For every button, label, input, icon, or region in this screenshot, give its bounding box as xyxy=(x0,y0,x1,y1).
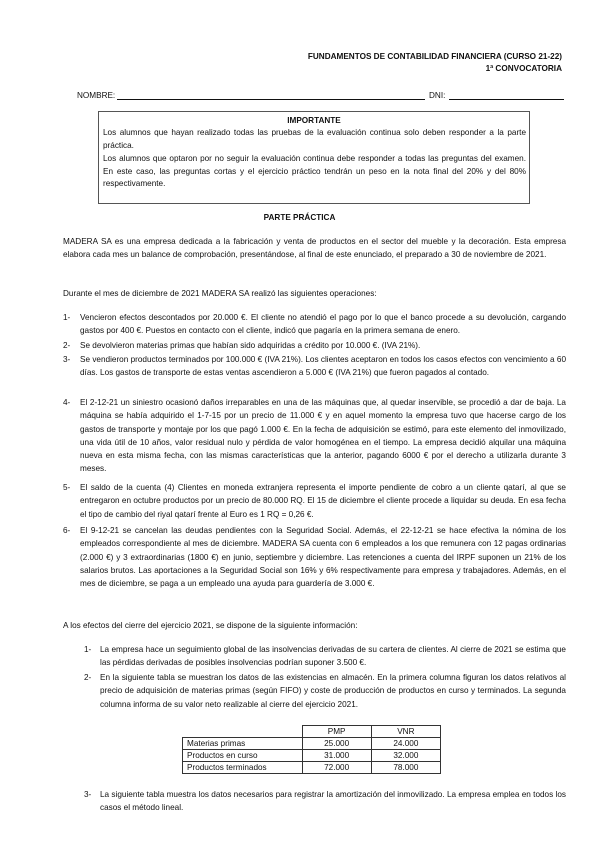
table-cell: 72.000 xyxy=(302,762,371,774)
item-text: En la siguiente tabla se muestran los datos de las existencias en almacén. En la primera columna figuran los datos relativos al precio de adquisición de materias primas (según FIFO) y coste de producción de productos en curso y terminados. La segunda columna informa de su valor neto realizable al cierre del ejercicio 2021. xyxy=(100,673,566,709)
important-notice xyxy=(98,111,530,204)
item-text: Vencieron efectos descontados por 20.000 €. El cliente no atendió el pago por lo que el banco procede a su devolución, cargando gastos por 400 €. Puestos en contacto con el cliente, indicó que pagaría en la primera semana de enero. xyxy=(80,313,566,336)
dni-field[interactable] xyxy=(449,99,564,100)
item-number: 3- xyxy=(63,355,71,364)
table-cell: 25.000 xyxy=(302,738,371,750)
item-text: El saldo de la cuenta (4) Clientes en moneda extranjera representa el importe pendiente de cobro a un cliente qatarí, al que se entregaron en octubre productos por un precio de 80.000 RQ. El 15 de diciembre el cliente procede a liquidar su deuda. En esa fecha el tipo de cambio del riyal qatarí frente al Euro es 1 RQ = 0,26 €. xyxy=(80,483,566,519)
table-header-cell xyxy=(183,726,303,738)
item-text: Se vendieron productos terminados por 100.000 € (IVA 21%). Los clientes aceptaron en todos los casos efectos con vencimiento a 60 días. Los gastos de transporte de estas ventas ascendieron a 5.000 € (IVA 21%) que fueron pagados al contado. xyxy=(80,355,566,378)
list-item xyxy=(63,353,566,380)
list-item xyxy=(84,671,566,711)
table-cell: 31.000 xyxy=(302,750,371,762)
item-number: 6- xyxy=(63,526,71,535)
table-row xyxy=(183,762,441,774)
list-item xyxy=(84,643,566,670)
list-item xyxy=(63,481,566,521)
notice-line: Los alumnos que hayan realizado todas las pruebas de la evaluación continua solo deben responder a la parte práctica. xyxy=(103,128,526,150)
dni-label: DNI: xyxy=(429,91,446,100)
item-number: 4- xyxy=(63,398,71,407)
table-row xyxy=(183,750,441,762)
closing-heading: A los efectos del cierre del ejercicio 2021, se dispone de la siguiente información: xyxy=(63,621,358,630)
operations-heading: Durante el mes de diciembre de 2021 MADERA SA realizó las siguientes operaciones: xyxy=(63,289,377,298)
table-header-cell: PMP xyxy=(302,726,371,738)
item-number: 3- xyxy=(84,790,92,799)
item-text: Se devolvieron materias primas que habían sido adquiridas a crédito por 10.000 €. (IVA 21%). xyxy=(80,341,421,350)
item-text: El 9-12-21 se cancelan las deudas pendientes con la Seguridad Social. Además, el 22-12-21 se hace efectiva la nómina de los empleados correspondiente al mes de diciembre. MADERA SA cuenta con 6 empleados a los que remunera con 12 pagas ordinarias (2.000 €) y 3 extraordinarias (1800 €) en junio, septiembre y diciembre. Las retenciones a cuenta del IRPF suponen un 21% de los salarios brutos. Las aportaciones a la Seguridad Social son 16% y 6% respectivamente para empresa y trabajadores. Además, en el mes de diciembre, se paga a un empleado una ayuda para guardería de 3.000 €. xyxy=(80,526,566,589)
notice-title: IMPORTANTE xyxy=(287,116,341,125)
course-title: FUNDAMENTOS DE CONTABILIDAD FINANCIERA (CURSO 21-22) xyxy=(307,52,562,61)
name-label: NOMBRE: xyxy=(77,91,116,100)
table-header-row xyxy=(183,726,441,738)
item-text: La empresa hace un seguimiento global de las insolvencias derivadas de su cartera de clientes. Al cierre de 2021 se estima que las pérdidas derivadas de posibles insolvencias podrían suponer 3.500 €. xyxy=(100,645,566,668)
table-cell: 24.000 xyxy=(371,738,440,750)
table-cell: Materias primas xyxy=(183,738,303,750)
table-cell: Productos en curso xyxy=(183,750,303,762)
table-cell: 78.000 xyxy=(371,762,440,774)
table-row xyxy=(183,738,441,750)
inventory-table xyxy=(182,725,441,774)
list-item xyxy=(84,788,566,815)
intro-paragraph: MADERA SA es una empresa dedicada a la fabricación y venta de productos en el sector del mueble y la decoración. Esta empresa elabora cada mes un balance de comprobación, presentándose, al final de este enunciado, el preparado a 30 de noviembre de 2021. xyxy=(63,237,566,260)
list-item xyxy=(63,524,566,590)
section-title: PARTE PRÁCTICA xyxy=(263,213,336,222)
item-number: 1- xyxy=(84,645,92,654)
table-header-cell: VNR xyxy=(371,726,440,738)
list-item xyxy=(63,311,566,338)
table-cell: Productos terminados xyxy=(183,762,303,774)
item-text: El 2-12-21 un siniestro ocasionó daños irreparables en una de las máquinas que, al quedar inservible, se procedió a dar de baja. La máquina se había adquirido el 1-7-15 por un precio de 11.000 € y en aquel momento la empresa tuvo que hacerse cargo de los gastos de transporte y montaje por los que pagó 1.000 €. En la fecha de adquisición se estimó, para este elemento del inmovilizado, una vida útil de 10 años, valor residual nulo y pérdida de valor homogénea en el tiempo. La empresa decidió alquilar una máquina nueva en esta misma fecha, con las mismas características que la anterior, pagando 6000 € por el derecho a utilizarla durante 3 meses. xyxy=(80,398,566,474)
name-field[interactable] xyxy=(117,99,425,100)
item-number: 1- xyxy=(63,313,71,322)
item-number: 2- xyxy=(63,341,71,350)
item-number: 5- xyxy=(63,483,71,492)
exam-call: 1ª CONVOCATORIA xyxy=(485,64,562,73)
item-number: 2- xyxy=(84,673,92,682)
item-text: La siguiente tabla muestra los datos necesarios para registrar la amortización del inmovilizado. La empresa emplea en todos los casos el método lineal. xyxy=(100,790,566,813)
list-item xyxy=(63,339,566,352)
notice-line: Los alumnos que optaron por no seguir la evaluación continua debe responder a todas las preguntas del examen. En este caso, las preguntas cortas y el ejercicio práctico tendrán un peso en la nota final del 20% y del 80% respectivamente. xyxy=(103,154,526,189)
table-cell: 32.000 xyxy=(371,750,440,762)
list-item xyxy=(63,396,566,476)
